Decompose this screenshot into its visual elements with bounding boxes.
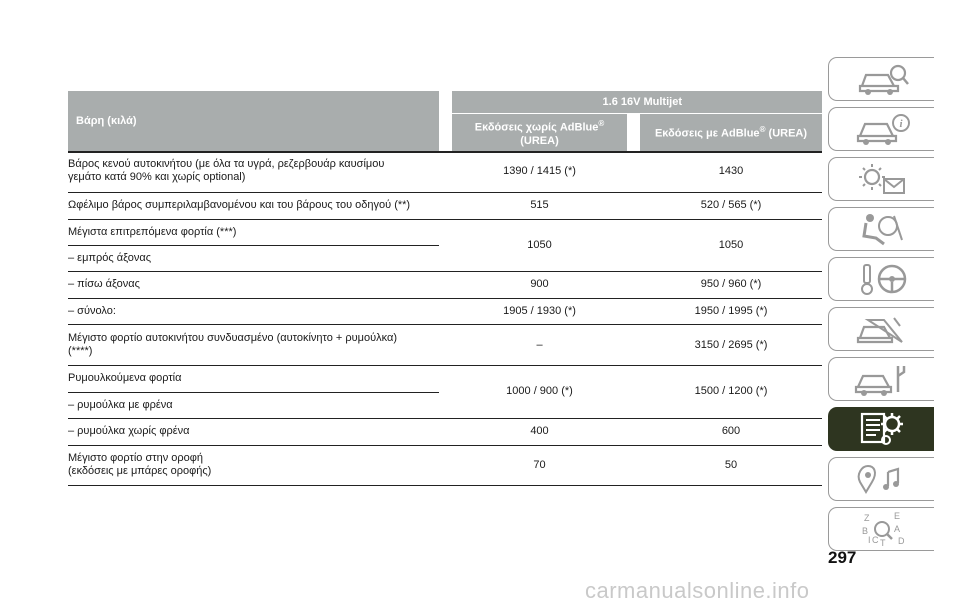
roof-load-label — [68, 452, 433, 478]
total-label: – σύνολο: — [68, 305, 116, 317]
chapter-tab-starting[interactable] — [828, 257, 934, 301]
label-line: γεμάτο κατά 90% και χωρίς optional) — [68, 171, 246, 183]
combined-max-value-2: 3150 / 2695 (*) — [694, 339, 768, 351]
roof-load-value-1: 70 — [533, 459, 546, 471]
lights-message-icon — [854, 162, 910, 196]
car-info-icon — [854, 112, 910, 146]
label-line: (****) — [68, 345, 93, 357]
car-search-icon — [854, 62, 910, 96]
total-value-1: 1905 / 1930 (*) — [503, 305, 576, 317]
label-line: Μέγιστο φορτίο αυτοκινήτου συνδυασμένο (αυτοκίνητο + ρυμούλκα) — [68, 332, 397, 344]
towable-loads-label: Ρυμουλκούμενα φορτία — [68, 372, 182, 384]
chapter-tab-multimedia[interactable] — [828, 457, 934, 501]
alphabet-index-icon — [854, 510, 910, 548]
index-letter: Z — [863, 513, 869, 523]
engine-header — [452, 91, 822, 113]
row-divider — [68, 418, 822, 419]
rear-axle-value-2: 950 / 960 (*) — [700, 278, 762, 290]
unbraked-trailer-label: – ρυμούλκα χωρίς φρένα — [68, 425, 190, 437]
label-line: Μέγιστο φορτίο στην οροφή — [68, 452, 204, 464]
max-permitted-loads-label: Μέγιστα επιτρεπόμενα φορτία (***) — [68, 226, 237, 238]
chapter-tab-lights[interactable] — [828, 157, 934, 201]
total-value-2: 1950 / 1995 (*) — [694, 305, 768, 317]
roof-load-value-2: 50 — [724, 459, 738, 471]
airbag-seat-icon — [854, 212, 910, 246]
col1-line2: (UREA) — [520, 134, 559, 147]
index-letter: T — [879, 538, 885, 548]
version-with-adblue-text — [655, 125, 807, 140]
row-divider — [68, 192, 822, 193]
front-axle-label: – εμπρός άξονας — [68, 252, 152, 264]
chapter-tab-maintenance[interactable] — [828, 357, 934, 401]
key-steering-icon — [854, 262, 910, 296]
payload-value-2: 520 / 565 (*) — [700, 199, 762, 211]
row-divider-partial — [68, 392, 439, 393]
combined-max-load-label — [68, 332, 433, 358]
label-line: (εκδόσεις με μπάρες οροφής) — [68, 465, 212, 477]
empty-weight-value-2: 1430 — [718, 165, 744, 177]
weights-header-label: Βάρη (κιλά) — [76, 115, 137, 127]
chapter-tab-airbag[interactable] — [828, 207, 934, 251]
unbraked-value-1: 400 — [530, 425, 549, 437]
header-bottom-rule — [68, 151, 822, 153]
chapter-tab-index[interactable] — [828, 507, 934, 551]
empty-weight-value-1: 1390 / 1415 (*) — [503, 165, 576, 177]
weights-header — [68, 91, 439, 151]
max-loads-value-2: 1050 — [718, 239, 744, 251]
version-without-adblue-text — [475, 117, 605, 148]
col2-prefix: Εκδόσεις με AdBlue — [654, 127, 760, 140]
payload-value-1: 515 — [530, 199, 549, 211]
row-divider — [68, 365, 822, 366]
index-letter: I — [867, 535, 871, 545]
index-letter: E — [893, 511, 900, 521]
specs-gear-icon — [852, 410, 912, 448]
row-divider — [68, 485, 822, 486]
combined-max-value-1: – — [536, 339, 543, 351]
col1-line1: Εκδόσεις χωρίς AdBlue — [474, 121, 599, 134]
row-divider — [68, 298, 822, 299]
index-letter: A — [893, 524, 900, 534]
row-divider — [68, 445, 822, 446]
col1-reg: ® — [598, 119, 605, 129]
row-divider-partial — [68, 245, 439, 246]
car-tools-icon — [854, 362, 910, 396]
unbraked-value-2: 600 — [721, 425, 741, 437]
version-with-adblue-header — [640, 114, 822, 151]
braked-trailer-label: – ρυμούλκα με φρένα — [68, 399, 173, 411]
car-accident-icon — [854, 312, 910, 346]
row-divider — [68, 324, 822, 325]
label-line: Βάρος κενού αυτοκινήτου (με όλα τα υγρά, ρεζερβουάρ καυσίμου — [68, 158, 385, 170]
col2-reg: ® — [759, 125, 766, 135]
rear-axle-label: – πίσω άξονας — [68, 278, 140, 290]
max-loads-value-1: 1050 — [527, 239, 552, 251]
chapter-tab-emergency[interactable] — [828, 307, 934, 351]
index-letter: D — [897, 536, 904, 546]
multimedia-icon — [854, 462, 910, 496]
payload-label: Ωφέλιμο βάρος συμπεριλαμβανομένου και του βάρους του οδηγού (**) — [68, 199, 411, 211]
rear-axle-value-1: 900 — [530, 278, 549, 290]
watermark: carmanualsonline.info — [585, 578, 810, 603]
chapter-tab-dashboard[interactable] — [828, 57, 934, 101]
empty-weight-label — [68, 158, 433, 184]
towable-value-1: 1000 / 900 (*) — [506, 385, 573, 397]
col2-suffix: (UREA) — [765, 127, 808, 140]
chapter-tab-safety[interactable] — [828, 107, 934, 151]
towable-value-2: 1500 / 1200 (*) — [694, 385, 768, 397]
chapter-tab-technical-data[interactable] — [828, 407, 934, 451]
row-divider — [68, 219, 822, 220]
index-letter: C — [871, 535, 878, 545]
page-number: 297 — [828, 548, 857, 567]
row-divider — [68, 271, 822, 272]
svg-text:i: i — [898, 118, 903, 130]
engine-header-label: 1.6 16V Multijet — [602, 96, 682, 108]
version-without-adblue-header — [452, 114, 627, 151]
index-letter: B — [861, 526, 868, 536]
